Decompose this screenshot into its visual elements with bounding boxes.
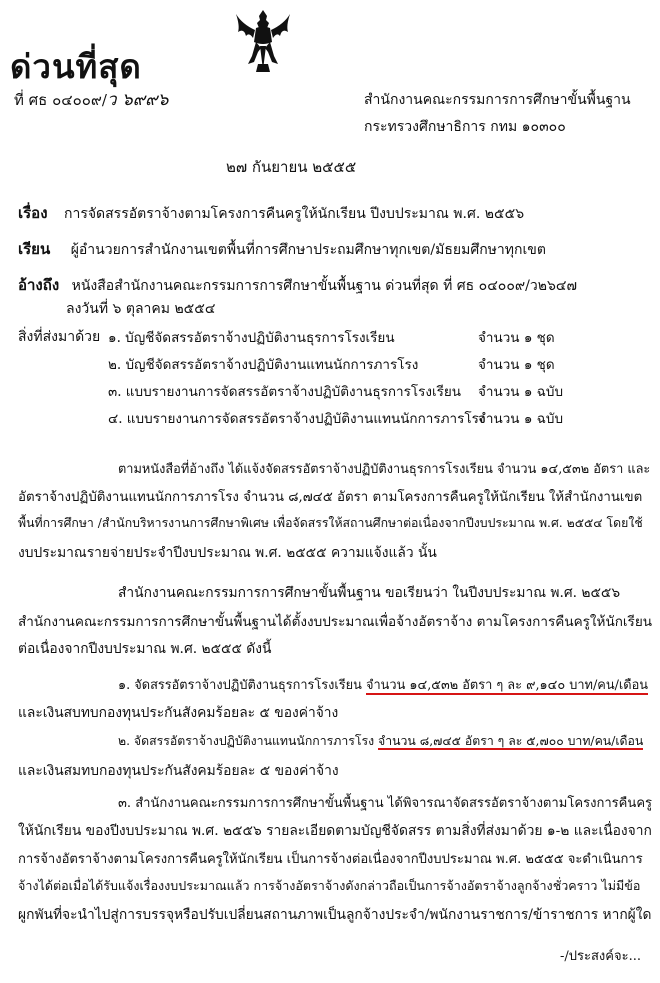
body-line: จ้างได้ต่อเมื่อได้รับแจ้งเรื่องงบประมาณแล้ว การจ้างอัตราจ้างดังกล่าวถือเป็นการจ้างอัตราจ้างลูกจ้างชั่วคราว ไม่มีข้อ (18, 878, 641, 893)
body-line: การจ้างอัตราจ้างตามโครงการคืนครูให้นักเรียน เป็นการจ้างต่อเนื่องจากปีงบประมาณ พ.ศ. ๒๕๕๕ จะดำเนินการ (18, 852, 643, 867)
enclosure-qty: จำนวน ๑ ชุด (478, 330, 555, 346)
enclosure-qty: จำนวน ๑ ฉบับ (478, 411, 564, 427)
allocation-item-2-label: ๒. จัดสรรอัตราจ้างปฏิบัติงานแทนนักการภารโรง (118, 734, 378, 748)
continuation-note: -/ประสงค์จะ... (560, 949, 641, 964)
body-line: ๓. สำนักงานคณะกรรมการการศึกษาขั้นพื้นฐาน ได้พิจารณาจัดสรรอัตราจ้างตามโครงการคืนครู (118, 796, 653, 811)
issuing-agency (364, 87, 631, 141)
reference-row (18, 273, 577, 297)
body-line: อัตราจ้างปฏิบัติงานแทนนักการภารโรง จำนวน ๘,๗๔๕ อัตรา ตามโครงการคืนครูให้นักเรียน ให้สำนักงานเขต (18, 490, 643, 505)
subject-text: การจัดสรรอัตราจ้างตามโครงการคืนครูให้นักเรียน ปีงบประมาณ พ.ศ. ๒๕๕๖ (63, 206, 525, 222)
ref-handwritten: ว ๖๙๙๖ (106, 90, 169, 110)
allocation-item-1-highlight: จำนวน ๑๔,๕๓๒ อัตรา ๆ ละ ๙,๑๔๐ บาท/คน/เดือน (366, 678, 649, 693)
agency-name: สำนักงานคณะกรรมการการศึกษาขั้นพื้นฐาน (364, 92, 631, 108)
allocation-item-2 (118, 732, 643, 751)
allocation-item-1-label: ๑. จัดสรรอัตราจ้างปฏิบัติงานธุรการโรงเรียน (118, 678, 366, 693)
enclosure-item: ๒. บัญชีจัดสรรอัตราจ้างปฏิบัติงานแทนนักการภารโรง (108, 357, 419, 373)
document-date: ๒๗ กันยายน ๒๕๕๕ (226, 158, 357, 176)
to-label: เรียน (18, 240, 51, 258)
body-line: และเงินสบทบกองทุนประกันสังคมร้อยละ ๕ ของค่าจ้าง (18, 705, 339, 721)
body-line: ให้นักเรียน ของปีงบประมาณ พ.ศ. ๒๕๕๖ รายละเอียดตามบัญชีจัดสรร ตามสิ่งที่ส่งมาด้วย ๑-๒ และเนื่องจาก (18, 823, 652, 839)
body-line: ต่อเนื่องจากปีงบประมาณ พ.ศ. ๒๕๕๕ ดังนี้ (18, 641, 272, 657)
urgency-mark: ด่วนที่สุด (10, 47, 142, 86)
document-number (14, 86, 168, 113)
agency-address: กระทรวงศึกษาธิการ กทม ๑๐๓๐๐ (364, 119, 566, 135)
enclosure-item: ๓. แบบรายงานการจัดสรรอัตราจ้างปฏิบัติงานธุรการโรงเรียน (108, 384, 461, 400)
body-line: ผูกพันที่จะนำไปสู่การบรรจุหรือปรับเปลี่ยนสถานภาพเป็นลูกจ้างประจำ/พนักงานราชการ/ข้าราชการ หากผู้ใด (18, 907, 652, 923)
enclosures-label: สิ่งที่ส่งมาด้วย (18, 329, 101, 345)
allocation-item-2-highlight: จำนวน ๘,๗๔๕ อัตรา ๆ ละ ๕,๗๐๐ บาท/คน/เดือน (377, 734, 644, 748)
body-line: และเงินสมทบกองทุนประกันสังคมร้อยละ ๕ ของค่าจ้าง (18, 763, 339, 779)
enclosure-item: ๑. บัญชีจัดสรรอัตราจ้างปฏิบัติงานธุรการโรงเรียน (108, 330, 395, 346)
reference-line-1: หนังสือสำนักงานคณะกรรมการการศึกษาขั้นพื้นฐาน ด่วนที่สุด ที่ ศธ ๐๔๐๐๙/ว๒๖๔๗ (71, 278, 577, 294)
to-text: ผู้อำนวยการสำนักงานเขตพื้นที่การศึกษาประถมศึกษาทุกเขต/มัธยมศึกษาทุกเขต (70, 242, 546, 258)
body-line: งบประมาณรายจ่ายประจำปีงบประมาณ พ.ศ. ๒๕๕๕ ความแจ้งแล้ว นั้น (18, 545, 437, 561)
enclosure-qty: จำนวน ๑ ฉบับ (478, 384, 564, 400)
body-line: ตามหนังสือที่อ้างถึง ได้แจ้งจัดสรรอัตราจ้างปฏิบัติงานธุรการโรงเรียน จำนวน ๑๔,๕๓๒ อัตรา และ (118, 462, 651, 477)
body-line: สำนักงานคณะกรรมการการศึกษาขั้นพื้นฐานได้ตั้งงบประมาณเพื่อจ้างอัตราจ้าง ตามโครงการคืนครูให้นักเรียน (18, 614, 653, 630)
body-line: พื้นที่การศึกษา /สำนักบริหารงานการศึกษาพิเศษ เพื่อจัดสรรให้สถานศึกษาต่อเนื่องจากปีงบประมาณ พ.ศ. ๒๕๕๔ โดยใช้ (18, 516, 643, 530)
subject-row (18, 201, 524, 225)
ref-prefix: ที่ ศธ ๐๔๐๐๙/ (14, 91, 107, 109)
reference-label: อ้างถึง (18, 276, 60, 294)
garuda-emblem-icon (234, 8, 292, 74)
reference-line-2: ลงวันที่ ๖ ตุลาคม ๒๕๕๔ (66, 301, 216, 317)
to-row (18, 237, 546, 261)
body-line: สำนักงานคณะกรรมการการศึกษาขั้นพื้นฐาน ขอเรียนว่า ในปีงบประมาณ พ.ศ. ๒๕๕๖ (118, 585, 621, 601)
allocation-item-1 (118, 674, 648, 695)
enclosure-item: ๔. แบบรายงานการจัดสรรอัตราจ้างปฏิบัติงานแทนนักการภารโรง (108, 411, 486, 427)
subject-label: เรื่อง (18, 204, 48, 222)
enclosure-qty: จำนวน ๑ ชุด (478, 357, 555, 373)
